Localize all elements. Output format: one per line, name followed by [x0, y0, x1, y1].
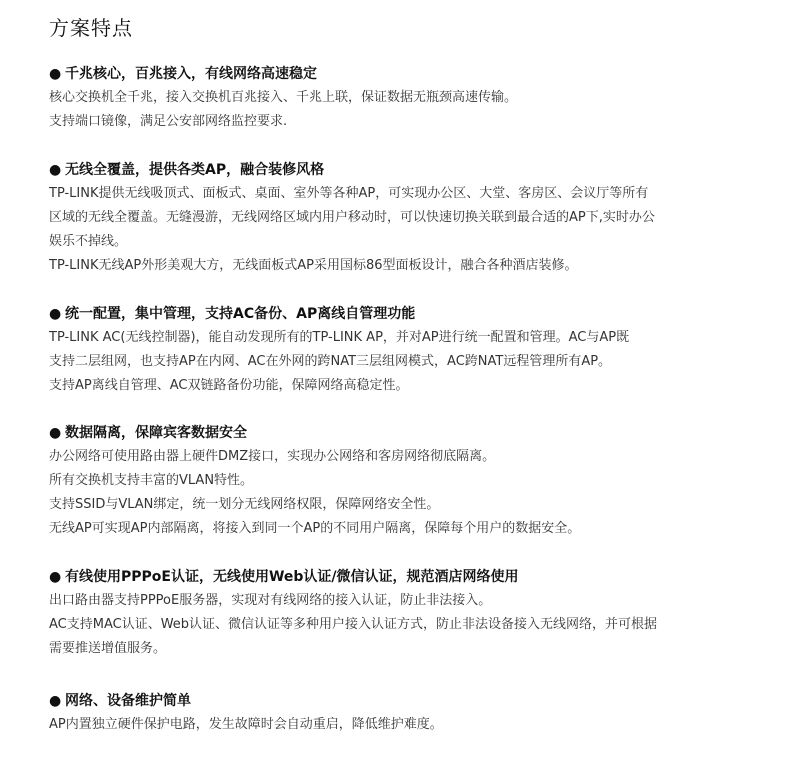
feature-section-2 [49, 158, 789, 278]
feature-heading [49, 302, 789, 326]
feature-heading-text: 统一配置，集中管理，支持AC备份、AP离线自管理功能 [65, 306, 416, 322]
feature-heading [49, 421, 789, 445]
bullet-icon: ● [49, 569, 62, 585]
bullet-icon: ● [49, 162, 62, 178]
feature-heading-text: 无线全覆盖，提供各类AP，融合装修风格 [65, 162, 325, 178]
feature-heading-text: 网络、设备维护简单 [65, 693, 191, 709]
feature-heading [49, 62, 789, 86]
feature-heading [49, 565, 789, 589]
feature-line: AC支持MAC认证、Web认证、微信认证等多种用户接入认证方式，防止非法设备接入无线网络，并可根据 [49, 617, 658, 632]
feature-line: 出口路由器支持PPPoE服务器，实现对有线网络的接入认证，防止非法接入。 [49, 593, 492, 608]
page-title: 方案特点 [49, 16, 133, 40]
feature-line: 区域的无线全覆盖。无缝漫游，无线网络区域内用户移动时，可以快速切换关联到最合适的AP下,实时办公 [49, 210, 655, 225]
feature-line: TP-LINK AC(无线控制器)，能自动发现所有的TP-LINK AP，并对AP进行统一配置和管理。AC与AP既 [49, 330, 630, 345]
feature-section-3 [49, 302, 789, 398]
feature-heading-text: 有线使用PPPoE认证，无线使用Web认证/微信认证，规范酒店网络使用 [65, 569, 519, 585]
feature-section-6 [49, 689, 789, 737]
feature-heading-text: 数据隔离，保障宾客数据安全 [65, 425, 247, 441]
feature-line: 支持端口镜像，满足公安部网络监控要求. [49, 114, 288, 129]
feature-line: TP-LINK提供无线吸顶式、面板式、桌面、室外等各种AP，可实现办公区、大堂、客房区、会议厅等所有 [49, 186, 649, 201]
feature-line: 核心交换机全千兆，接入交换机百兆接入、千兆上联，保证数据无瓶颈高速传输。 [49, 90, 518, 105]
feature-section-1 [49, 62, 789, 134]
feature-line: 无线AP可实现AP内部隔离，将接入到同一个AP的不同用户隔离，保障每个用户的数据安全。 [49, 521, 581, 536]
feature-line: 娱乐不掉线。 [49, 234, 128, 249]
feature-line: 支持二层组网，也支持AP在内网、AC在外网的跨NAT三层组网模式，AC跨NAT远程管理所有AP。 [49, 354, 612, 369]
feature-line: 办公网络可使用路由器上硬件DMZ接口，实现办公网络和客房网络彻底隔离。 [49, 449, 496, 464]
bullet-icon: ● [49, 425, 62, 441]
bullet-icon: ● [49, 306, 62, 322]
feature-line: TP-LINK无线AP外形美观大方，无线面板式AP采用国标86型面板设计，融合各种酒店装修。 [49, 258, 578, 273]
feature-heading [49, 689, 789, 713]
feature-line: 支持AP离线自管理、AC双链路备份功能，保障网络高稳定性。 [49, 378, 409, 393]
feature-heading [49, 158, 789, 182]
bullet-icon: ● [49, 66, 62, 82]
feature-section-4 [49, 421, 789, 541]
feature-line: 所有交换机支持丰富的VLAN特性。 [49, 473, 254, 488]
feature-line: AP内置独立硬件保护电路，发生故障时会自动重启，降低维护难度。 [49, 717, 443, 732]
feature-line: 需要推送增值服务。 [49, 641, 167, 656]
feature-line: 支持SSID与VLAN绑定，统一划分无线网络权限，保障网络安全性。 [49, 497, 440, 512]
bullet-icon: ● [49, 693, 62, 709]
feature-heading-text: 千兆核心，百兆接入，有线网络高速稳定 [65, 66, 317, 82]
feature-section-5 [49, 565, 789, 661]
